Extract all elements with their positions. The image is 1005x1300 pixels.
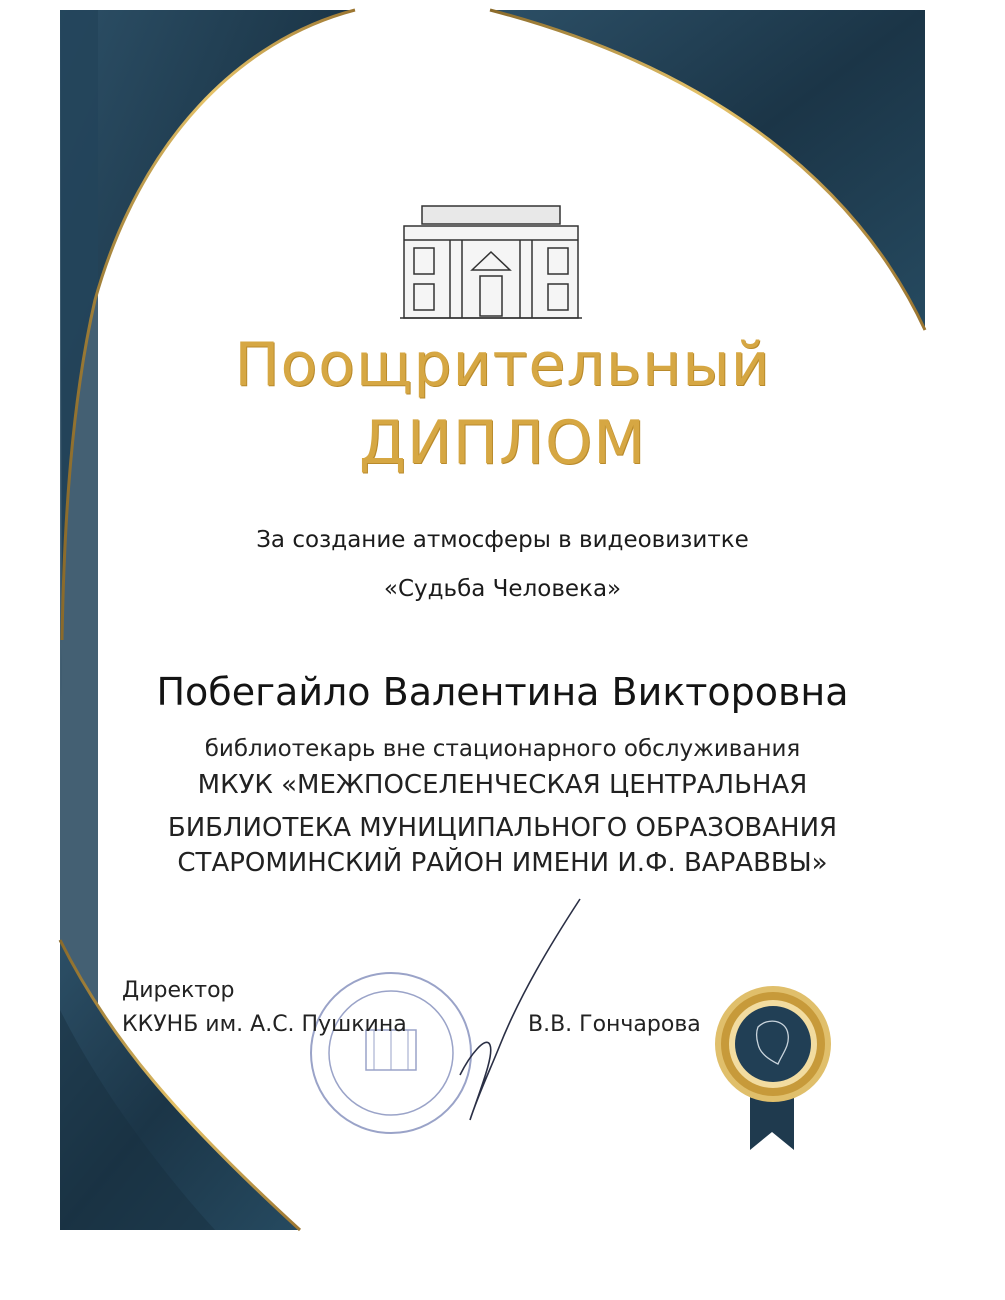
diploma-title-line1: Поощрительный	[234, 330, 771, 400]
recipient-organization-line3: СТАРОМИНСКИЙ РАЙОН ИМЕНИ И.Ф. ВАРАВВЫ»	[177, 848, 828, 878]
recipient-position: библиотекарь вне стационарного обслуживания	[204, 736, 801, 762]
signer-name: В.В. Гончарова	[528, 1012, 701, 1037]
medal-seal-icon	[698, 982, 848, 1152]
recipient-name: Побегайло Валентина Викторовна	[156, 670, 849, 714]
director-organization: ККУНБ им. А.С. Пушкина	[122, 1012, 407, 1037]
library-building-logo	[400, 200, 582, 322]
award-project-title: «Судьба Человека»	[383, 576, 622, 602]
diploma-title-line2: ДИПЛОМ	[359, 408, 646, 478]
director-title: Директор	[122, 978, 235, 1003]
award-reason: За создание атмосферы в видеовизитке	[256, 527, 749, 553]
recipient-organization-line2: БИБЛИОТЕКА МУНИЦИПАЛЬНОГО ОБРАЗОВАНИЯ	[167, 813, 838, 843]
recipient-organization-line1: МКУК «МЕЖПОСЕЛЕНЧЕСКАЯ ЦЕНТРАЛЬНАЯ	[197, 770, 808, 800]
